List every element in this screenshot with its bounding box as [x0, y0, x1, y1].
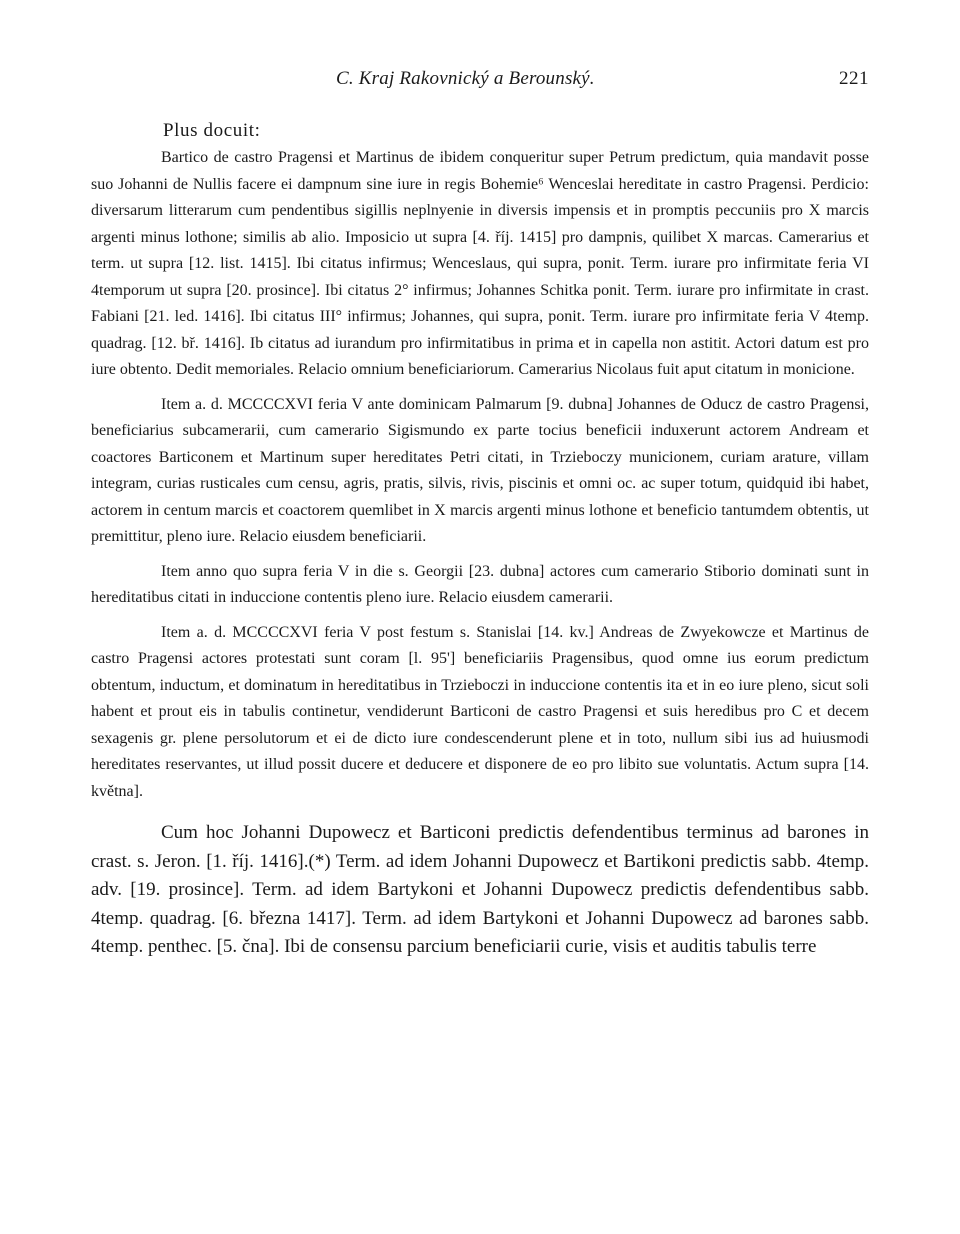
document-page — [91, 0, 869, 1234]
running-title: C. Kraj Rakovnický a Berounský. — [336, 68, 595, 89]
page-number: 221 — [839, 68, 869, 89]
section-heading: Plus docuit: — [163, 120, 261, 141]
paragraph-2: Item a. d. MCCCCXVI feria V ante dominicam Palmarum [9. dubna] Johannes de Oducz de castro Pragensi, beneficiarius subcamerarii, cum camerario Sigismundo ex parte tocius beneficii induxerunt actorem Andream et coactores Barticonem et Martinum super hereditates Petri citati, in Trzieboczy municionem, curiam arature, villam integram, curias rusticales cum censu, agris, pratis, silvis, rivis, piscinis et omni oc. ac super totum, quidquid ibi habet, actorem in centum marcis et coactorem quemlibet in X marcis argenti minus lothone et beneficio tantumdem obtentis, ut premittitur, pleno iure. Relacio eiusdem beneficiarii. — [91, 395, 869, 545]
paragraph-3: Item anno quo supra feria V in die s. Georgii [23. dubna] actores cum camerario Stiborio dominati sunt in hereditatibus citati in induccione contentis pleno iure. Relacio eiusdem camerarii. — [91, 562, 869, 606]
body-text — [91, 145, 869, 962]
running-header — [91, 68, 869, 96]
paragraph-1: Bartico de castro Pragensi et Martinus de ibidem conqueritur super Petrum predictum, quia mandavit posse suo Johanni de Nullis facere ei dampnum sine iure in regis Bohemie⁶ Wenceslai hereditate in castro Pragensi. Perdicio: diversarum litterarum cum pendentibus sigillis neplnyenie in diversis impensis et in promptis peccuniis pro X marcis argenti minus lothone; similis ab alio. Imposicio ut supra [4. říj. 1415] pro dampnis, quilibet X marcas. Camerarius et term. ut supra [12. list. 1415]. Ibi citatus infirmus; Wenceslaus, qui supra, ponit. Term. iurare pro infirmitate feria VI 4temporum ut supra [20. prosince]. Ibi citatus 2° infirmus; Johannes Schitka ponit. Term. iurare pro infirmitate in crast. Fabiani [21. led. 1416]. Ibi citatus III° infirmus; Johannes, qui supra, ponit. Term. iurare pro infirmitate feria V 4temp. quadrag. [12. bř. 1416]. Ib citatus ad iurandum pro infirmitatibus in prima et in capella non astitit. Actori datum est pro iure obtento. Dedit memoriales. Relacio omnium beneficiariorum. Camerarius Nicolaus fuit aput citatum in monicione. — [91, 149, 869, 378]
paragraph-large: Cum hoc Johanni Dupowecz et Barticoni predictis defendentibus terminus ad barones in crast. s. Jeron. [1. říj. 1416].(*) Term. ad idem Johanni Dupowecz et Bartikoni predictis sabb. 4temp. adv. [19. prosince]. Term. ad idem Bartykoni et Johanni Dupowecz predictis defendentibus sabb. 4temp. quadrag. [6. března 1417]. Term. ad idem Bartykoni et Johanni Dupowecz ad barones sabb. 4temp. penthec. [5. čna]. Ibi de consensu parcium beneficiarii curie, visis et auditis tabulis terre — [91, 822, 869, 957]
paragraph-4: Item a. d. MCCCCXVI feria V post festum s. Stanislai [14. kv.] Andreas de Zwyekowcze et Martinus de castro Pragensi actores protestati sunt coram [l. 95'] beneficiariis Pragensibus, quod omne ius eorum predictum obtentum, inductum, et dominatum in hereditatibus in Trzieboczi in induccione contentis ita et in eo iure pleno, sicut soli habent et prout eis in tabulis continetur, vendiderunt Barticoni de castro Pragensi et suis heredibus pro C et decem sexagenis gr. plene persolutorum et ei de dicto iure condescenderunt plene et in toto, nullum sibi ius ad huiusmodi hereditates reservantes, ut illud possit ducere et deducere et disponere de eo pro libito sue voluntatis. Actum supra [14. května]. — [91, 623, 869, 800]
